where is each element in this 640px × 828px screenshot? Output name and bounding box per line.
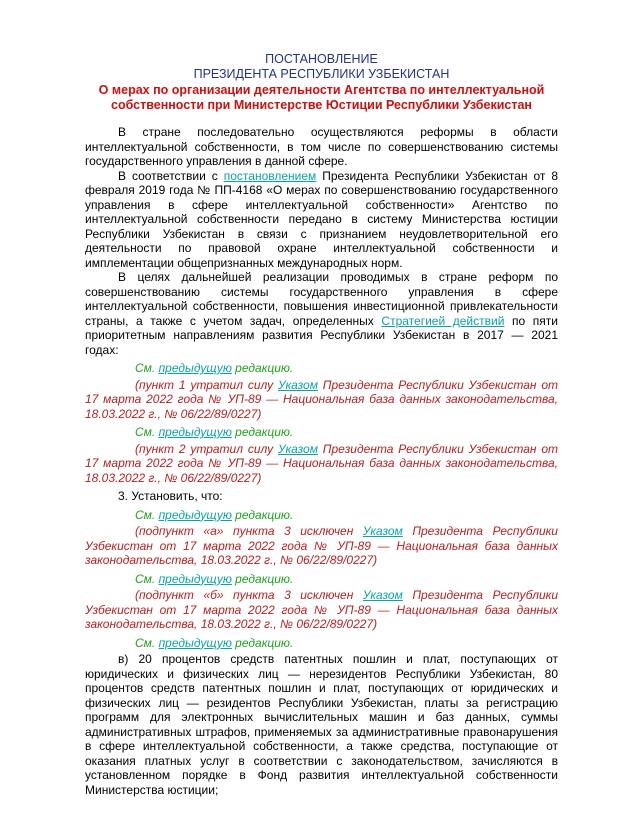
note-text: Президента Республики Узбекистан от 17 марта 2022 года № УП-89 — Национальная база данных законодательства, 18.03.2022 г., № 06/22/89/0227) [85, 588, 558, 631]
note-text: Президента Республики Узбекистан от 17 марта 2022 года № УП-89 — Национальная база данных законодательства, 18.03.2022 г., № 06/22/89/0227) [85, 524, 558, 567]
doc-authority-title: ПРЕЗИДЕНТА РЕСПУБЛИКИ УЗБЕКИСТАН [193, 66, 450, 81]
see-previous-edition [85, 425, 558, 440]
previous-edition-link[interactable]: предыдущую [158, 361, 232, 375]
paragraph-text: В целях дальнейшей реализации проводимых в стране реформ по совершенствованию системы государственного управления в сфере интеллектуальной собственности, повышения инвестиционной привлекательности страны, а также с учетом задач, определенных [85, 270, 558, 328]
decree-link[interactable]: Указом [362, 588, 403, 602]
amendment-note-subpoint-b [85, 588, 558, 632]
doc-subject-heading: О мерах по организации деятельности Агентства по интеллектуальной собственности при Министерстве Юстиции Республики Узбекистан [98, 83, 545, 112]
amendment-note-subpoint-a [85, 524, 558, 568]
amendment-note-point1 [85, 378, 558, 422]
see-previous-edition [85, 508, 558, 523]
amendment-note-point2 [85, 442, 558, 486]
note-text: (пункт 2 утратил силу [135, 441, 278, 456]
previous-edition-link[interactable]: предыдущую [158, 571, 232, 586]
see-previous-edition [85, 361, 558, 376]
paragraph-subpoint-v: в) 20 процентов средств патентных пошлин и плат, поступающих от юридических и физических лиц — нерезидентов Республики Узбекистан, 80 процентов средств патентных пошлин и плат, поступающих от юридических и физических лиц — резидентов Республики Узбекистан, платы за регистрацию программ для электронных вычислительных машин и баз данных, суммы административных штрафов, применяемых за административные правонарушения в сфере интеллектуальной собственности, а также средства, поступающие от оказания платных услуг в соответствии с законодательством, зачисляются в установленном порядке в Фонд развития интеллектуальной собственности Министерства юстиции; [85, 652, 558, 797]
document-body [85, 125, 558, 797]
paragraph-goals [85, 270, 558, 357]
see-text: См. [135, 635, 159, 650]
paragraph-text: Президента Республики Узбекистан от 8 февраля 2019 года № ПП-4168 «О мерах по совершенствованию государственного управления в сфере интеллектуальной собственности» Агентство по интеллектуальной собственности передано в систему Министерства юстиции Республики Узбекистан в связи с признанием неудовлетворительной его деятельности по правовой охране интеллектуальной собственности и имплементации общепризнанных международных норм. [85, 168, 558, 270]
note-text: (пункт 1 утратил силу [135, 377, 278, 392]
strategy-link[interactable]: Стратегией действий [381, 313, 505, 328]
decree-link[interactable]: Указом [277, 441, 318, 456]
see-text: См. [135, 571, 159, 586]
resolution-link[interactable]: постановлением [223, 168, 317, 183]
document-header [85, 52, 558, 113]
decree-link[interactable]: Указом [277, 377, 318, 392]
paragraph-intro: В стране последовательно осуществляются реформы в области интеллектуальной собственности, в том числе по совершенствованию системы государственного управления в данной сфере. [85, 125, 558, 168]
see-text: См. [135, 507, 159, 522]
decree-link[interactable]: Указом [362, 524, 403, 538]
see-text: редакцию. [231, 635, 294, 650]
see-text: редакцию. [231, 361, 294, 375]
note-text: (подпункт «б» пункта 3 исключен [135, 588, 363, 602]
paragraph-accordance [85, 169, 558, 271]
previous-edition-link[interactable]: предыдущую [158, 635, 232, 650]
item-3-heading: 3. Установить, что: [118, 489, 223, 503]
previous-edition-link[interactable]: предыдущую [158, 425, 232, 439]
see-previous-edition [85, 636, 558, 651]
paragraph-text: В соответствии с [118, 168, 224, 183]
previous-edition-link[interactable]: предыдущую [158, 507, 232, 522]
see-text: См. [135, 361, 159, 375]
note-text: (подпункт «а» пункта 3 исключен [135, 524, 363, 538]
paragraph-text: по пяти приоритетным направлениям развития Республики Узбекистан в 2017 — 2021 годах: [85, 313, 558, 357]
note-text: Президента Республики Узбекистан от 17 марта 2022 года № УП-89 — Национальная база данных законодательства, 18.03.2022 г., № 06/22/89/0227) [85, 377, 558, 421]
note-text: Президента Республики Узбекистан от 17 марта 2022 года № УП-89 — Национальная база данных законодательства, 18.03.2022 г., № 06/22/89/0227) [85, 441, 558, 485]
see-previous-edition [85, 572, 558, 587]
see-text: редакцию. [231, 507, 294, 522]
see-text: редакцию. [231, 571, 294, 586]
doc-type-title: ПОСТАНОВЛЕНИЕ [265, 52, 378, 66]
see-text: См. [135, 425, 159, 439]
see-text: редакцию. [231, 425, 294, 439]
